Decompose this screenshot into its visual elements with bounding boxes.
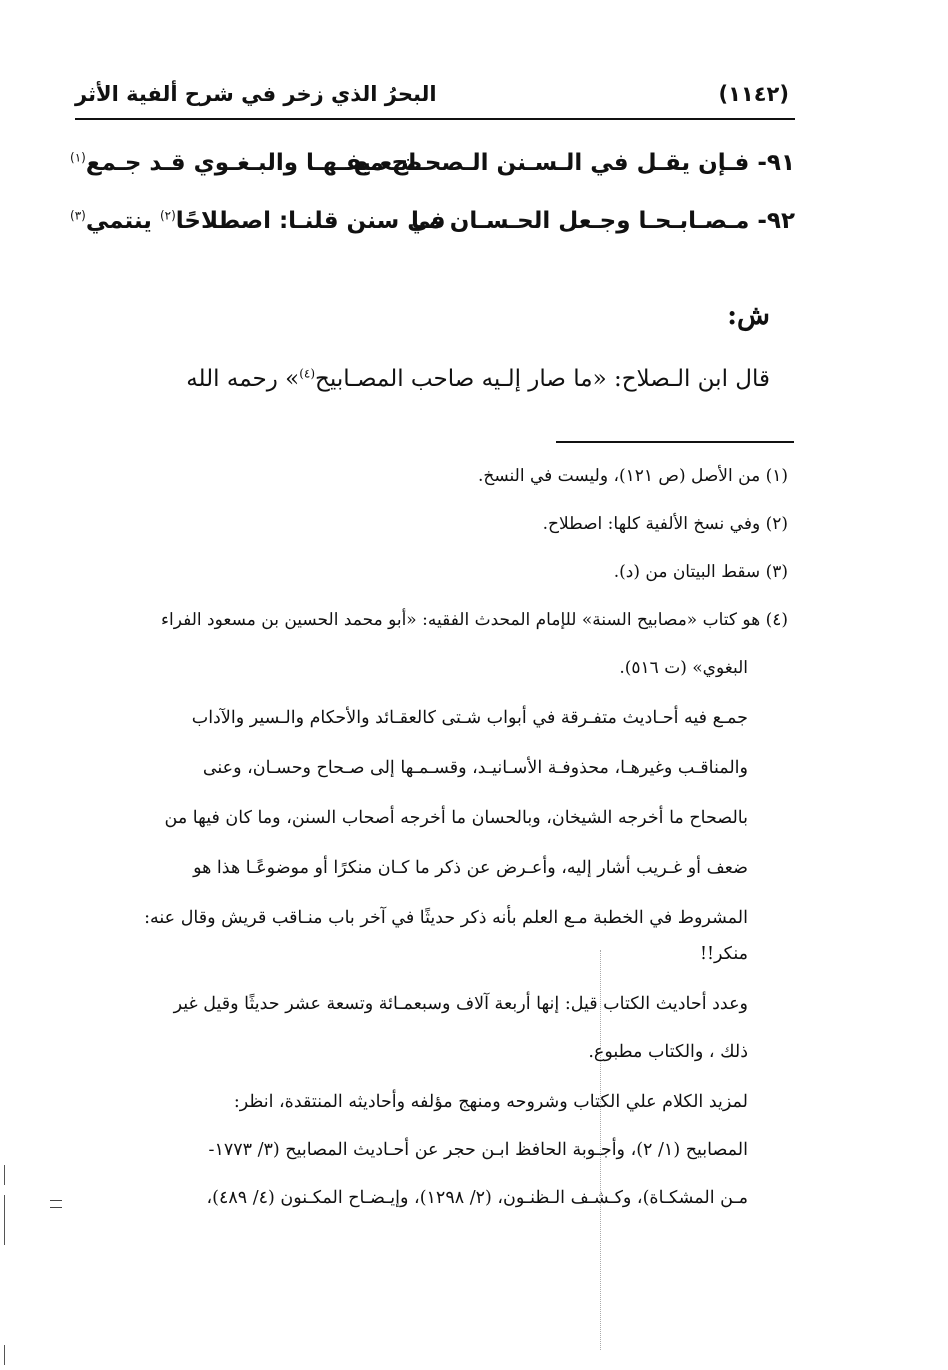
verse-first-hemistich: ٩١- فـإن يقـل في الـسـنن الـصحـاح مع xyxy=(353,150,795,176)
verse-second-hemistich: ضـعـيفـهـا والبـغـوي قـد جـمع$^{(١)}$ xyxy=(70,150,423,176)
verse-first-hemistich: ٩٢- مـصـابـحـا وجـعل الحـسـان مـا xyxy=(411,208,795,234)
body-line: لمزيد الكلام علي الكتاب وشروحه ومنهج مؤلفه وأحاديثه المنتقدة، انظر: xyxy=(233,1092,748,1112)
running-header xyxy=(75,78,795,120)
scan-mark xyxy=(50,1200,62,1208)
page-number: (١١٤٢) xyxy=(718,82,789,106)
body-line: والمناقـب وغيرهـا، محذوفـة الأسـانيـد، وقسـمـها إلى صـحاح وحسـان، وعنى xyxy=(202,758,748,778)
body-line: مـن المشكـاة)، وكـشـف الـظنـون، (٢/ ١٢٩٨)، وإيـضـاح المكـنون (٤/ ٤٨٩)، xyxy=(206,1188,748,1208)
verse-number: ٩٢- xyxy=(757,208,795,234)
body-line: المصابيح (١/ ٢)، وأجـوبة الحافظ ابـن حجر عن أحـاديث المصابيح (٣/ ١٧٧٣- xyxy=(208,1140,748,1160)
body-line: منكر!! xyxy=(699,944,748,964)
footnote-1: (١) من الأصل (ص ١٢١)، وليست في النسخ. xyxy=(478,466,788,486)
body-line: وعدد أحاديث الكتاب قيل: إنها أربعة آلاف وسبعمـائة وتسعة عشر حديثًا وقيل غير xyxy=(173,994,748,1014)
footnote-separator xyxy=(556,441,794,443)
commentary-line: قال ابن الـصلاح: «ما صار إلـيه صاحب المصـابيح$^{(٤)}$» رحمه الله xyxy=(186,366,770,392)
body-line: ضعف أو غـريب أشار إليه، وأعـرض عن ذكر ما كـان منكرًا أو موضوعًـا هذا هو xyxy=(193,858,748,878)
footnote-4: (٤) هو كتاب «مصابيح السنة» للإمام المحدث الفقيه: «أبو محمد الحسين بن مسعود الفراء xyxy=(161,610,788,630)
scan-fold-line xyxy=(600,950,601,1350)
footnote-ref: (٢) xyxy=(159,208,176,223)
body-line: ذلك ، والكتاب مطبوع. xyxy=(588,1042,748,1062)
scan-mark xyxy=(4,1165,5,1185)
footnote-ref: (٤) xyxy=(299,366,316,381)
verse-92 xyxy=(70,208,795,248)
scan-mark xyxy=(4,1345,5,1365)
verse-91 xyxy=(70,150,795,190)
footnote-3: (٣) سقط البيتان من (د). xyxy=(613,562,788,582)
body-line: جمـع فيه أحـاديث متفـرقة في أبواب شـتى كالعقـائد والأحكام والـسير والآداب xyxy=(191,708,748,728)
verse-second-hemistich: في سنن قلنـا: اصطلاحًا$^{(٢)}$ ينتمي$^{(٣)}$ xyxy=(70,208,446,234)
footnote-2: (٢) وفي نسخ الألفية كلها: اصطلاح. xyxy=(542,514,788,534)
footnote-ref: (١) xyxy=(70,150,86,165)
body-line: المشروط في الخطبة مـع العلم بأنه ذكر حديثًا في آخر باب منـاقب قريش وقال عنه: xyxy=(144,908,748,928)
scan-margin xyxy=(0,1165,70,1370)
scan-mark xyxy=(4,1195,5,1245)
body-line: بالصحاح ما أخرجه الشيخان، وبالحسان ما أخرجه أصحاب السنن، وما كان فيها من xyxy=(164,808,748,828)
footnote-ref: (٣) xyxy=(70,208,86,223)
footnote-4-continuation: البغوي» (ت ٥١٦). xyxy=(619,658,748,678)
sharh-label: ش: xyxy=(727,300,770,331)
book-title: البحرُ الذي زخر في شرح ألفية الأثر xyxy=(75,82,437,106)
verse-number: ٩١- xyxy=(757,150,795,176)
